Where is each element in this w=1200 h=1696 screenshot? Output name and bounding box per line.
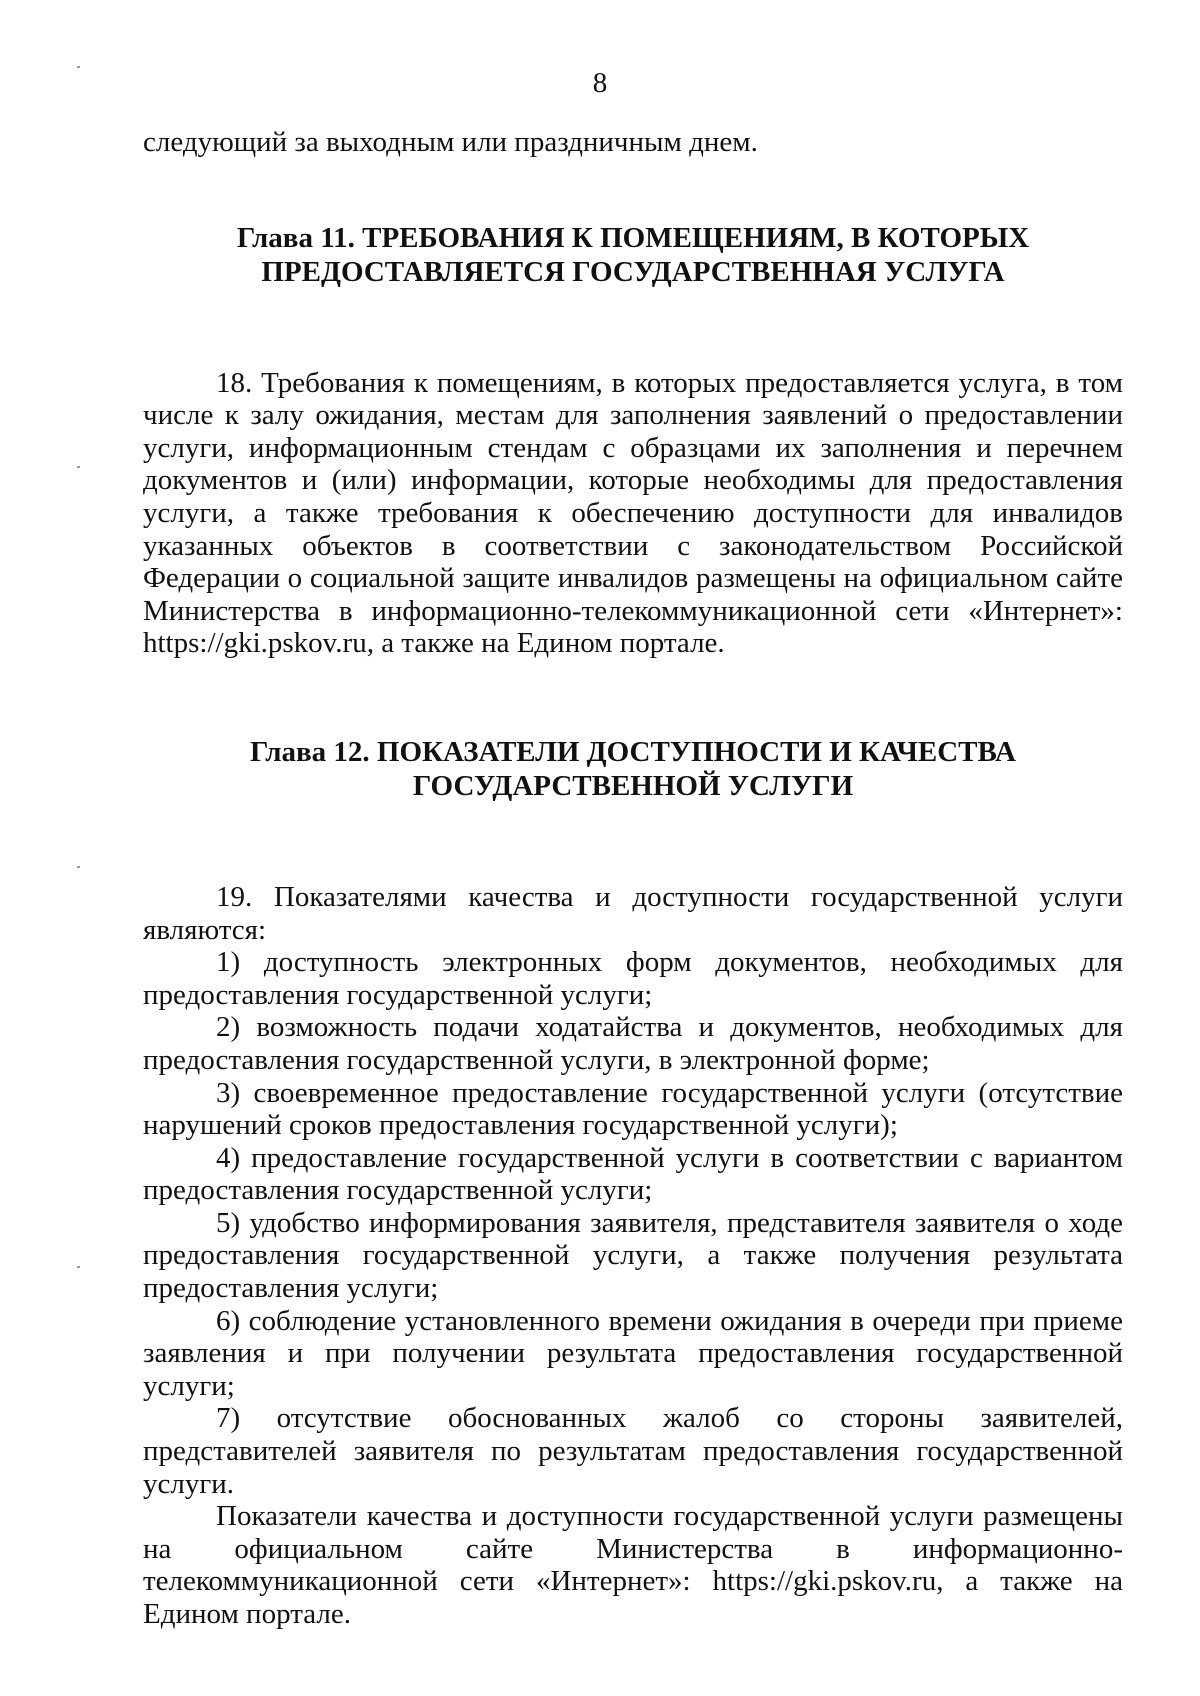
list-item-2: 2) возможность подачи ходатайства и документов, необходимых для предоставления государственной услуги, в электронной форме; xyxy=(143,1011,1123,1076)
chapter-11-heading xyxy=(143,221,1123,289)
list-item-5: 5) удобство информирования заявителя, представителя заявителя о ходе предоставления государственной услуги, а также получения результата предоставления услуги; xyxy=(143,1206,1123,1305)
scan-mark xyxy=(77,1266,80,1268)
paragraph-19-intro: 19. Показателями качества и доступности государственной услуги являются: xyxy=(143,880,1123,946)
scan-mark xyxy=(77,866,80,868)
chapter-11-line-1: Глава 11. ТРЕБОВАНИЯ К ПОМЕЩЕНИЯМ, В КОТОРЫХ xyxy=(236,221,1030,254)
lead-paragraph: следующий за выходным или праздничным днем. xyxy=(143,126,758,158)
chapter-12-heading xyxy=(143,735,1123,803)
paragraph-18: 18. Требования к помещениям, в которых предоставляется услуга, в том числе к залу ожидания, местам для заполнения заявлений о предоставлении услуги, информационным стендам с образцами их заполнения и перечнем документов и (или) информации, которые необходимы для предоставления услуги, а также требования к обеспечению доступности для инвалидов указанных объектов в соответствии с законодательством Российской Федерации о социальной защите инвалидов размещены на официальном сайте Министерства в информационно-телекоммуникационной сети «Интернет»: https://gki.pskov.ru, а также на Едином портале. xyxy=(143,366,1123,660)
list-item-6: 6) соблюдение установленного времени ожидания в очереди при приеме заявления и при получении результата предоставления государственной услуги; xyxy=(143,1304,1123,1402)
document-body xyxy=(143,126,1123,1631)
scan-mark xyxy=(77,466,80,468)
list-item-3: 3) своевременное предоставление государственной услуги (отсутствие нарушений сроков предоставления государственной услуги); xyxy=(143,1076,1123,1142)
list-item-4: 4) предоставление государственной услуги в соответствии с вариантом предоставления государственной услуги; xyxy=(143,1141,1123,1207)
chapter-11-line-2: ПРЕДОСТАВЛЯЕТСЯ ГОСУДАРСТВЕННАЯ УСЛУГА xyxy=(261,255,1005,288)
page-number: 8 xyxy=(592,67,608,99)
list-item-1: 1) доступность электронных форм документов, необходимых для предоставления государственной услуги; xyxy=(143,946,1123,1011)
chapter-12-line-2: ГОСУДАРСТВЕННОЙ УСЛУГИ xyxy=(412,769,854,802)
list-item-7: 7) отсутствие обоснованных жалоб со стороны заявителей, представителей заявителя по результатам предоставления государственной услуги. xyxy=(143,1402,1123,1500)
chapter-12-line-1: Глава 12. ПОКАЗАТЕЛИ ДОСТУПНОСТИ И КАЧЕСТВА xyxy=(250,735,1016,768)
closing-paragraph: Показатели качества и доступности государственной услуги размещены на официальном сайте Министерства в информационно-телекоммуникационной сети «Интернет»: https://gki.pskov.ru, а также на Едином портале. xyxy=(143,1500,1123,1630)
